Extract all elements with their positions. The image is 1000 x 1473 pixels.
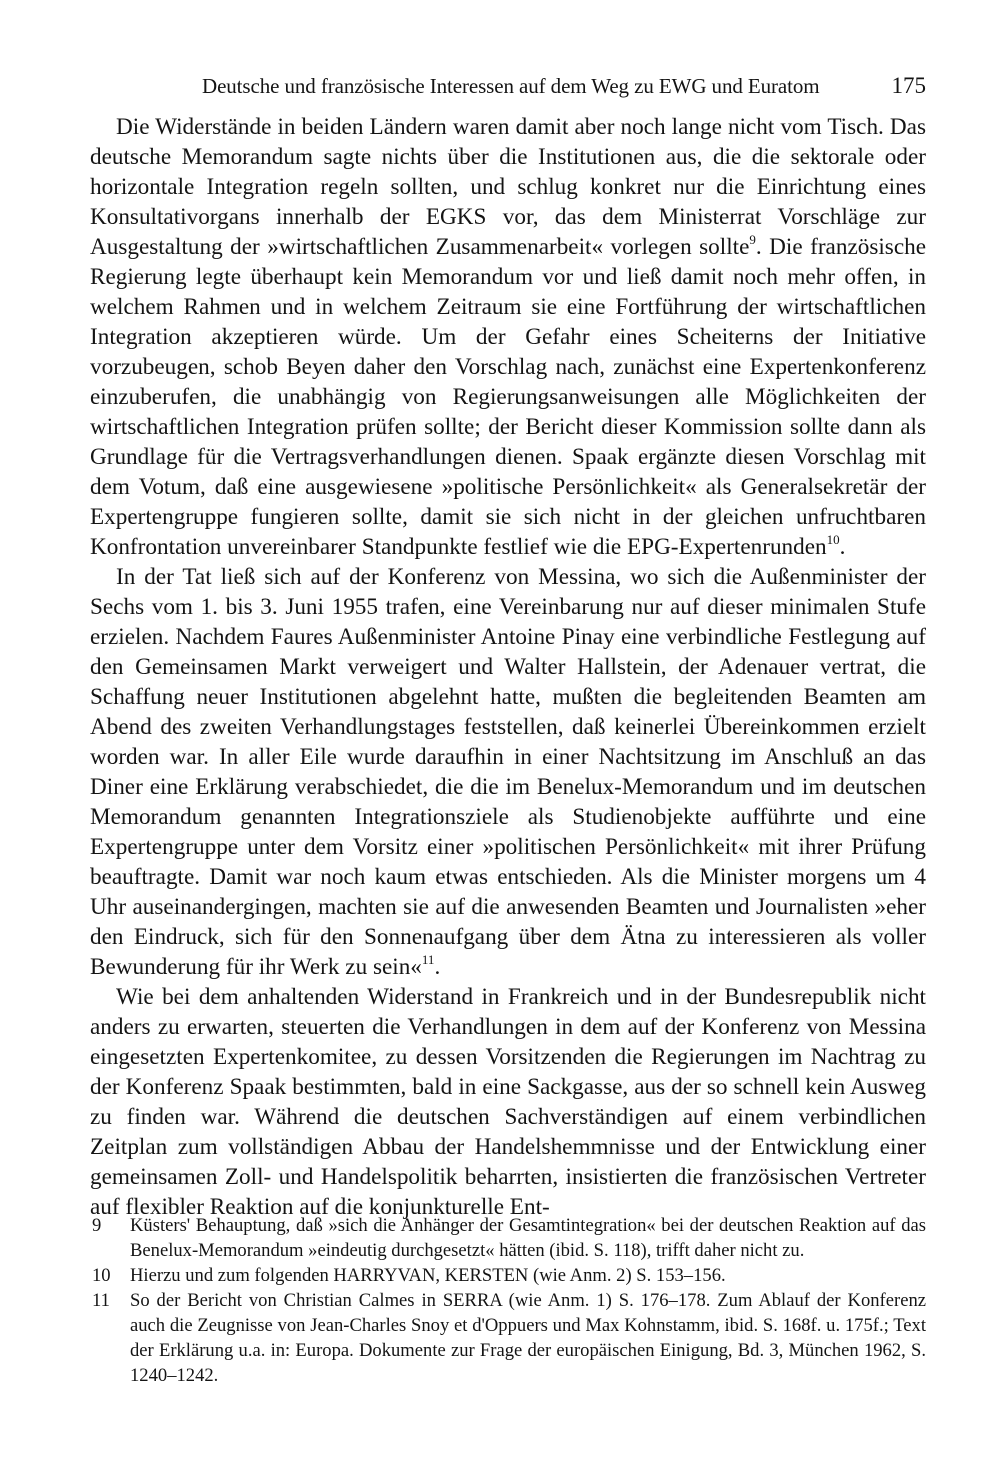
- paragraph-text: Die Widerstände in beiden Ländern waren damit aber noch lange nicht vom Tisch. Das deutsche Memorandum sagte nichts über die Institutionen aus, die die sektorale oder horizontale Integration regeln sollten, und schlug konkret nur die Einrichtung eines Konsultativorgans innerhalb der EGKS vor, das dem Ministerrat Vorschläge zur Ausgestaltung der »wirtschaftlichen Zusammenarbeit« vorlegen sollte: [90, 114, 926, 260]
- footnote-ref-10: 10: [826, 532, 840, 548]
- paragraph-1: [90, 112, 926, 562]
- footnote-ref-9: 9: [749, 232, 756, 248]
- running-head: [90, 66, 926, 106]
- footnote-text: Küsters' Behauptung, daß »sich die Anhänger der Gesamtintegration« bei der deutschen Reaktion auf das Benelux-Memorandum »eindeutig durchgesetzt« hätten (ibid. S. 118), trifft daher nicht zu.: [130, 1215, 926, 1261]
- footnote-number: 10: [92, 1265, 111, 1286]
- body-text: [90, 112, 926, 1222]
- paragraph-3: [90, 982, 926, 1222]
- paragraph-2: [90, 562, 926, 982]
- footnote-11: [90, 1288, 926, 1388]
- paragraph-text: Wie bei dem anhaltenden Widerstand in Frankreich und in der Bundesrepublik nicht anders zu erwarten, steuerten die Verhandlungen in dem auf der Konferenz von Messina eingesetzten Expertenkomitee, zu dessen Vorsitzenden die Regierungen im Nachtrag zu der Konferenz Spaak bestimmten, bald in eine Sackgasse, aus der so schnell kein Ausweg zu finden war. Während die deutschen Sachverständigen auf einem verbindlichen Zeitplan zum vollständigen Abbau der Handelshemmnisse und der Entwicklung einer gemeinsamen Zoll- und Handelspolitik beharrten, insistierten die französischen Vertreter auf flexibler Reaktion auf die konjunkturelle Ent-: [90, 984, 926, 1220]
- paragraph-text: .: [839, 534, 846, 560]
- footnote-10: [90, 1263, 926, 1288]
- footnote-9: [90, 1213, 926, 1263]
- paragraph-text: .: [434, 954, 441, 980]
- running-title: Deutsche und französische Interessen auf dem Weg zu EWG und Euratom: [202, 74, 820, 98]
- footnote-text: So der Bericht von Christian Calmes in SERRA (wie Anm. 1) S. 176–178. Zum Ablauf der Konferenz auch die Zeugnisse von Jean-Charles Snoy et d'Oppuers und Max Kohnstamm, ibid. S. 168f. u. 175f.; Text der Erklärung u.a. in: Europa. Dokumente zur Frage der europäischen Einigung, Bd. 3, München 1962, S. 1240–1242.: [130, 1290, 926, 1386]
- footnote-number: 9: [92, 1215, 102, 1236]
- paragraph-text: . Die französische Regierung legte überhaupt kein Memorandum vor und ließ damit noch mehr offen, in welchem Rahmen und in welchem Zeitraum sie eine Fortführung der wirtschaftlichen Integration akzeptieren würde. Um der Gefahr eines Scheiterns der Initiative vorzubeugen, schob Beyen daher den Vorschlag nach, zunächst eine Expertenkonferenz einzuberufen, die unabhängig von Regierungsanweisungen alle Möglichkeiten der wirtschaftlichen Integration prüfen sollte; der Bericht dieser Kommission sollte dann als Grundlage für die Vertragsverhandlungen dienen. Spaak ergänzte diesen Vorschlag mit dem Votum, daß eine ausgewiesene »politische Persönlichkeit« als Generalsekretär der Expertengruppe fungieren sollte, damit sie sich nicht in der gleichen unfruchtbaren Konfrontation unvereinbarer Standpunkte festlief wie die EPG-Expertenrunden: [90, 234, 926, 560]
- footnotes: [90, 1213, 926, 1388]
- footnote-number: 11: [92, 1290, 110, 1311]
- page-number: 175: [891, 73, 926, 98]
- footnote-text: Hierzu und zum folgenden HARRYVAN, KERSTEN (wie Anm. 2) S. 153–156.: [130, 1265, 726, 1286]
- paragraph-text: In der Tat ließ sich auf der Konferenz von Messina, wo sich die Außenminister der Sechs vom 1. bis 3. Juni 1955 trafen, eine Vereinbarung nur auf dieser minimalen Stufe erzielen. Nachdem Faures Außenminister Antoine Pinay eine verbindliche Festlegung auf den Gemeinsamen Markt verweigert und Walter Hallstein, der Adenauer vertrat, die Schaffung neuer Institutionen abgelehnt hatte, mußten die begleitenden Beamten am Abend des zweiten Verhandlungstages feststellen, daß keinerlei Übereinkommen erzielt worden war. In aller Eile wurde daraufhin in einer Nachtsitzung im Anschluß an das Diner eine Erklärung verabschiedet, die die im Benelux-Memorandum und im deutschen Memorandum genannten Integrationsziele als Studienobjekte aufführte und eine Expertengruppe unter dem Vorsitz einer »politischen Persönlichkeit« mit ihrer Prüfung beauftragte. Damit war noch kaum etwas entschieden. Als die Minister morgens um 4 Uhr auseinandergingen, machten sie auf die anwesenden Beamten und Journalisten »eher den Eindruck, sich für den Sonnenaufgang über dem Ätna zu interessieren als voller Bewunderung für ihr Werk zu sein«: [90, 564, 926, 980]
- footnote-ref-11: 11: [421, 952, 435, 968]
